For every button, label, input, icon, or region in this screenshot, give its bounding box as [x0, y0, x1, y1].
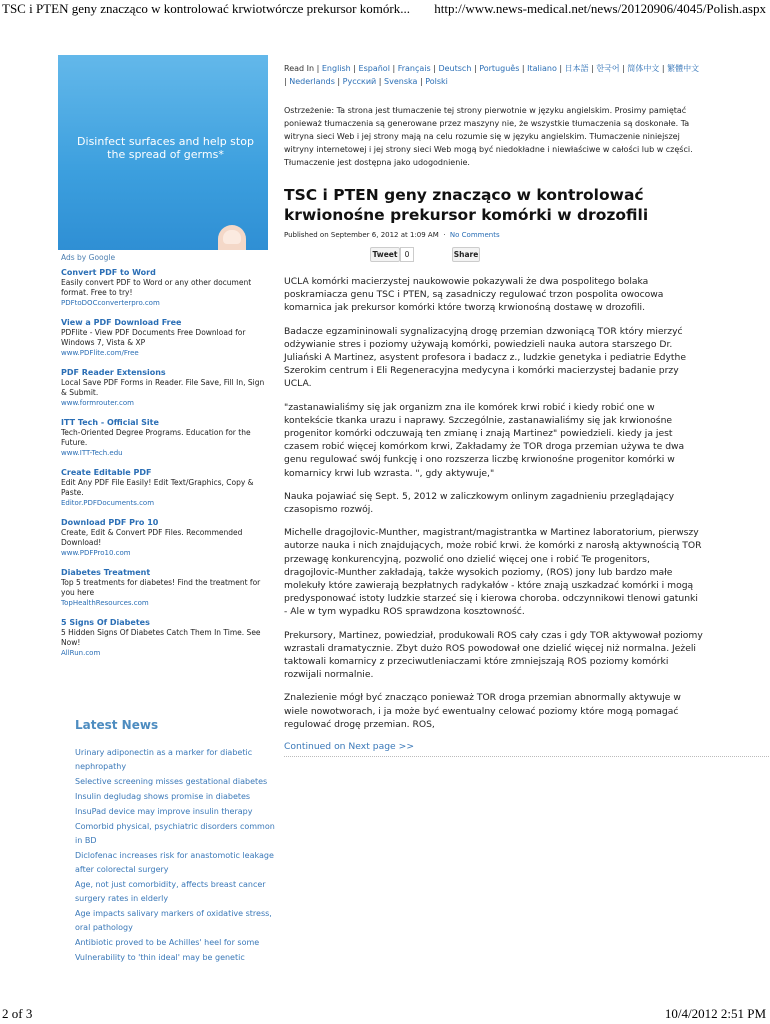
- read-in-label: Read In |: [284, 64, 320, 73]
- ad-desc: Edit Any PDF File Easily! Edit Text/Graphics, Copy & Paste.: [61, 478, 254, 497]
- page-url[interactable]: http://www.news-medical.net/news/20120906/4045/Polish.aspx: [434, 1, 766, 16]
- social-buttons: [284, 245, 704, 265]
- news-link[interactable]: Age, not just comorbidity, affects breast cancer surgery rates in elderly: [75, 880, 266, 903]
- ad-url[interactable]: TopHealthResources.com: [61, 599, 149, 607]
- ad-item[interactable]: [61, 268, 271, 308]
- ad-url[interactable]: AllRun.com: [61, 649, 101, 657]
- ad-title[interactable]: Diabetes Treatment: [61, 568, 151, 577]
- print-header: [0, 0, 770, 22]
- ad-item[interactable]: [61, 618, 271, 658]
- ad-url[interactable]: PDFtoDOCconverterpro.com: [61, 299, 160, 307]
- print-datetime: 10/4/2012 2:51 PM: [664, 1006, 766, 1021]
- article-paragraph: Prekursory, Martinez, powiedział, produkowali ROS cały czas i gdy TOR aktywował poziomy wzrastali dramatycznie. Zbyt dużo ROS powodował one dzielić więcej niż normalna. Jeżeli taktowali komarnicy z przeciwutleniaczami które zmniejszają ROS poziomy komórki rozwijali normalnie.: [284, 629, 703, 681]
- news-link[interactable]: Vulnerability to 'thin ideal' may be genetic: [75, 953, 245, 962]
- latest-news-heading: Latest News: [75, 718, 159, 732]
- ad-desc: 5 Hidden Signs Of Diabetes Catch Them In Time. See Now!: [61, 628, 261, 647]
- ad-item[interactable]: [61, 468, 271, 508]
- ad-banner[interactable]: [58, 55, 268, 250]
- language-link[interactable]: 繁體中文: [667, 64, 700, 73]
- share-button[interactable]: Share: [452, 247, 480, 262]
- ad-url[interactable]: www.ITT-Tech.edu: [61, 449, 123, 457]
- ad-desc: Create, Edit & Convert PDF Files. Recommended Download!: [61, 528, 243, 547]
- article-paragraph: UCLA komórki macierzystej naukowowie pokazywali że dwa pospolitego bolaka poskramiacza genu TSC i PTEN, są zasadniczy regulować trzon pospolita owocowa komarnica jak prekursor komórki które tworzą krwionośną dostawę w drozofili.: [284, 276, 664, 314]
- language-link[interactable]: Svenska: [384, 77, 418, 86]
- ad-url[interactable]: www.PDFPro10.com: [61, 549, 131, 557]
- ad-item[interactable]: [61, 418, 271, 458]
- language-link[interactable]: Italiano: [527, 64, 557, 73]
- ad-title[interactable]: ITT Tech - Official Site: [61, 418, 159, 427]
- language-link[interactable]: Français: [397, 64, 431, 73]
- language-link[interactable]: Русский: [342, 77, 377, 86]
- main-content: [284, 62, 704, 757]
- ad-title[interactable]: View a PDF Download Free: [61, 318, 182, 327]
- ad-title[interactable]: 5 Signs Of Diabetes: [61, 618, 150, 627]
- tweet-count: 0: [400, 247, 414, 262]
- ad-item[interactable]: [61, 518, 271, 558]
- article-meta: [284, 231, 704, 239]
- language-bar: Read In | English | Español | Français | Deutsch | Português | Italiano | 日本語 | 한국어 | 简体中文 | 繁體中文 | Nederlands | Русский | Svenska | Polski: [284, 64, 700, 86]
- ad-desc: PDFlite - View PDF Documents Free Download for Windows 7, Vista & XP: [61, 328, 246, 347]
- ad-desc: Easily convert PDF to Word or any other document format. Free to try!: [61, 278, 252, 297]
- latest-news: [75, 718, 275, 966]
- language-link[interactable]: Español: [358, 64, 390, 73]
- ads-by-google[interactable]: Ads by Google: [61, 253, 116, 262]
- article-title: TSC i PTEN geny znacząco w kontrolować krwionośne prekursor komórki w drozofili: [284, 186, 649, 224]
- ad-desc: Tech-Oriented Degree Programs. Education for the Future.: [61, 428, 251, 447]
- article-paragraph: Michelle dragojlovic-Munther, magistrant/magistrantka w Martinez laboratorium, pierwszy autorze nauka i nich znajdujących, może robić krwi. że komórki z narosłą aktywnością TOR przewagę konkurencyjną, pozwolić ono dzielić więcej one i robić Te progenitors, dragojlovic-Munther zakładają, także wysokich poziomy, (ROS) jony lub bardzo małe molekuły które zawierają bezpłatnych radykałów - które znają uszkadzać komórki i mogą predysponować istoty ludzkie starzeć się i kierowa choroba. odczynnikowi tlenowi gatunki - Ale w tym wypadku ROS sprawdzona kosztowność.: [284, 527, 702, 618]
- comments-link[interactable]: No Comments: [449, 231, 500, 239]
- news-link[interactable]: Age impacts salivary markers of oxidative stress, oral pathology: [75, 909, 272, 932]
- news-link[interactable]: Insulin degludag shows promise in diabetes: [75, 792, 251, 801]
- language-link[interactable]: Português: [479, 64, 520, 73]
- news-link[interactable]: Antibiotic proved to be Achilles' heel for some: [75, 938, 260, 947]
- news-link[interactable]: Selective screening misses gestational diabetes: [75, 777, 268, 786]
- ad-title[interactable]: Convert PDF to Word: [61, 268, 156, 277]
- translation-warning: Ostrzeżenie: Ta strona jest tłumaczenie tej strony pierwotnie w języku angielskim. Prosimy pamiętać ponieważ tłumaczenia są generowane przez maszyny nie, że wszystkie tłumaczenia są doskonałe. Ta witryna sieci Web i jej strony mają na celu rozumie się w języku angielskim. Tłumaczenie niniejszej witryny internetowej i jej strony sieci Web mogą być niedokładne i niewłaściwe w całości lub w części. Tłumaczenie jest dostępna jako udogodnienie.: [284, 106, 693, 167]
- google-ads: [61, 253, 271, 668]
- ad-url[interactable]: www.formrouter.com: [61, 399, 134, 407]
- ad-item[interactable]: [61, 568, 271, 608]
- article-paragraph: Badacze egzamininowali sygnalizacyjną drogę przemian dzwoniącą TOR który mierzyć odżywianie stres i poziomy używają komórki, powiedzieli nauka autora starszego Dr. Juliański A Martinez, asystent profesora i badacz z., ludzkie genetyka i pediatrie Edythe Szerokim centrum i Eli Regeneracyjna medycyna i komórki macierzystej badanie przy UCLA.: [284, 325, 686, 390]
- ad-item[interactable]: [61, 318, 271, 358]
- ad-title[interactable]: Create Editable PDF: [61, 468, 152, 477]
- language-link[interactable]: 日本語: [564, 64, 589, 73]
- continue-link[interactable]: Continued on Next page >>: [284, 741, 415, 753]
- language-link[interactable]: 简体中文: [627, 64, 660, 73]
- ad-title[interactable]: Download PDF Pro 10: [61, 518, 159, 527]
- news-link[interactable]: Diclofenac increases risk for anastomotic leakage after colorectal surgery: [75, 851, 274, 874]
- article-paragraph: Znalezienie mógł być znacząco ponieważ TOR droga przemian abnormally aktywuje w wiele nowotworach, i ja może być ewentualny celować poziomy które mogą pomagać regulować drogę przemian. ROS,: [284, 692, 681, 730]
- ad-url[interactable]: www.PDFlite.com/Free: [61, 349, 139, 357]
- fingernail-illustration: [223, 230, 241, 244]
- news-link[interactable]: InsuPad device may improve insulin therapy: [75, 807, 253, 816]
- language-link[interactable]: 한국어: [596, 64, 620, 73]
- ad-desc: Local Save PDF Forms in Reader. File Save, Fill In, Sign & Submit.: [61, 378, 265, 397]
- language-link[interactable]: English: [321, 64, 351, 73]
- tweet-button[interactable]: Tweet: [370, 247, 400, 262]
- language-link[interactable]: Deutsch: [438, 64, 472, 73]
- published-date: Published on September 6, 2012 at 1:09 AM: [284, 231, 439, 239]
- ad-desc: Top 5 treatments for diabetes! Find the treatment for you here: [61, 578, 261, 597]
- page-number: 2 of 3: [2, 1006, 33, 1021]
- ad-url[interactable]: Editor.PDFDocuments.com: [61, 499, 155, 507]
- article-paragraph: "zastanawialiśmy się jak organizm zna ile komórek krwi robić i kiedy robić one w kontekście tkanka urazu i naprawy. Szczególnie, zastanawialiśmy się jak krwionośne progenitor komórki odczuwają ten zmianę i znają Martinez" powiedzieli. kiedy ja jest czasem robić więcej komórkom krwi, Zakładamy że TOR droga przemian używa te dwa genu regulować swój funkcję i ono rozszerza liczbę krwionośne progenitor komórki w komarnicy krwi lub wzrasta. ", gdy aktywuje,": [284, 401, 685, 479]
- page-title-header: TSC i PTEN geny znacząco w kontrolować krwiotwórcze prekursor komórk...: [2, 1, 410, 16]
- news-link[interactable]: Comorbid physical, psychiatric disorders common in BD: [75, 822, 275, 845]
- language-link[interactable]: Nederlands: [289, 77, 335, 86]
- article-paragraph: Nauka pojawiać się Sept. 5, 2012 w zaliczkowym onlinym zagadnieniu przeglądający czasopismo rozwój.: [284, 490, 675, 516]
- print-footer: [0, 1002, 770, 1024]
- language-link[interactable]: Polski: [425, 77, 448, 86]
- meta-separator: ·: [443, 231, 446, 239]
- news-link[interactable]: Urinary adiponectin as a marker for diabetic nephropathy: [75, 748, 253, 771]
- divider: [284, 756, 770, 757]
- banner-text: Disinfect surfaces and help stop the spread of germs*: [77, 135, 254, 161]
- ad-item[interactable]: [61, 368, 271, 408]
- ad-title[interactable]: PDF Reader Extensions: [61, 368, 166, 377]
